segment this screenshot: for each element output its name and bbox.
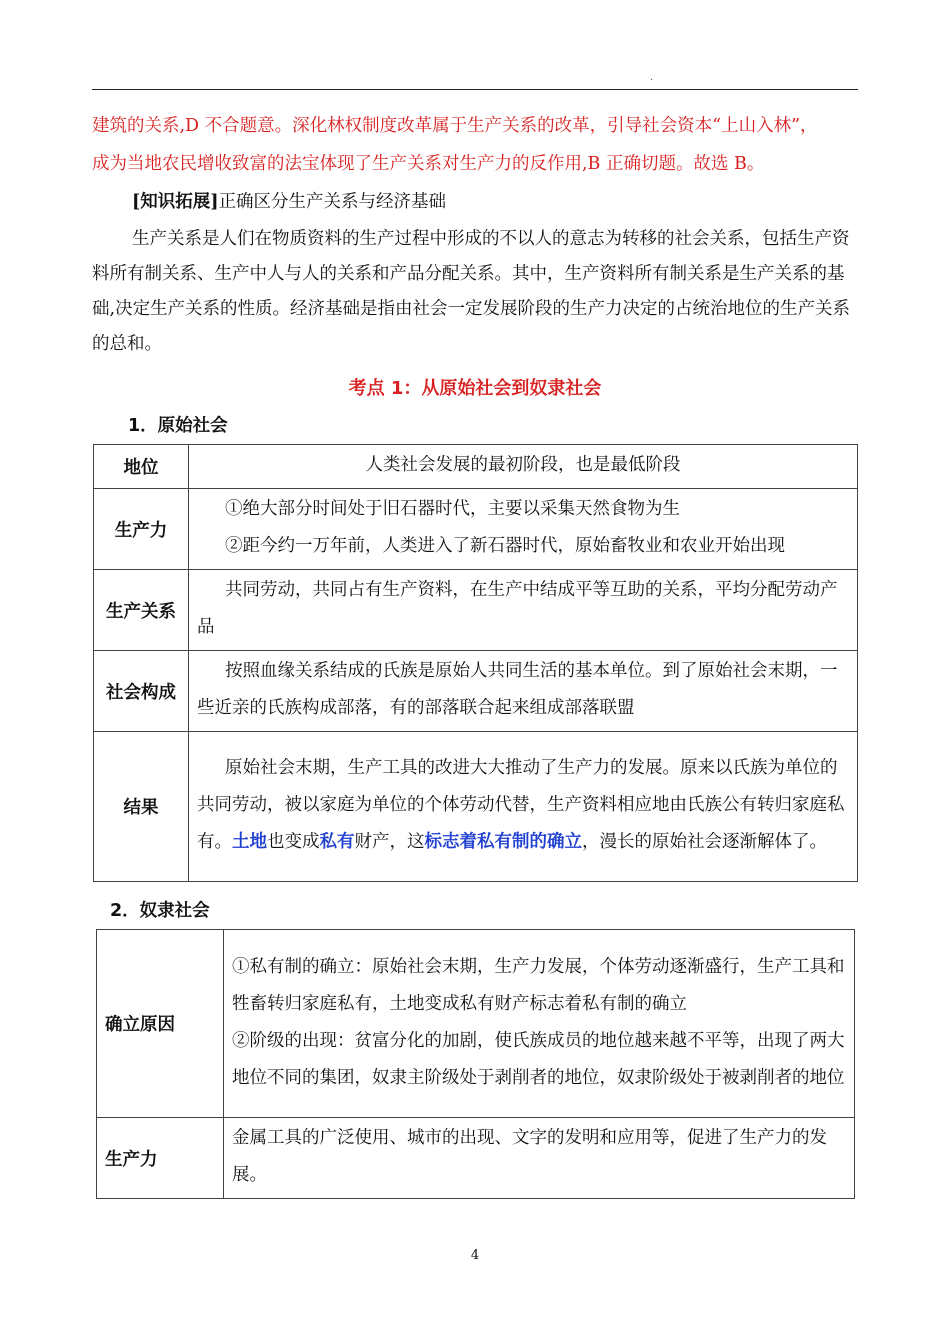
table-row	[94, 570, 858, 651]
knowledge-title-line	[92, 186, 860, 219]
section2-title: 2．奴隶社会	[110, 901, 210, 921]
primitive-society-table	[93, 444, 858, 882]
row-content: 金属工具的广泛使用、城市的出现、文字的发明和应用等，促进了生产力的发展。	[224, 1118, 855, 1199]
row-label: 生产力	[97, 1118, 224, 1199]
row-label: 确立原因	[97, 930, 224, 1118]
result-text: 原始社会末期，生产工具的改进大大推动了生产力的发展。原来以氏族为单位的共同劳动，被以家庭为单位的个体劳动代替，生产资料相应地由氏族公有转归家庭私有。	[197, 758, 845, 852]
knowledge-title: 正确区分生产关系与经济基础	[218, 192, 447, 212]
knowledge-body: 生产关系是人们在物质资料的生产过程中形成的不以人的意志为转移的社会关系，包括生产资料所有制关系、生产中人与人的关系和产品分配关系。其中，生产资料所有制关系是生产关系的基础,决定生产关系的性质。经济基础是指由社会一定发展阶段的生产力决定的占统治地位的生产关系的总和。	[92, 229, 851, 354]
table-row	[94, 651, 858, 732]
row-content	[189, 732, 858, 882]
header-mark: .	[650, 72, 654, 83]
slave-society-table	[96, 929, 855, 1199]
table-row	[97, 1118, 855, 1199]
result-text: 也变成	[267, 832, 320, 852]
highlight-land: 土地	[232, 832, 267, 852]
list-item: ①绝大部分时间处于旧石器时代，主要以采集天然食物为生	[225, 499, 680, 519]
intro-line-2: 成为当地农民增收致富的法宝体现了生产关系对生产力的反作用,B 正确切题。故选 B。	[92, 154, 765, 174]
row-label: 地位	[94, 445, 189, 489]
row-content: 按照血缘关系结成的氏族是原始人共同生活的基本单位。到了原始社会末期，一些近亲的氏族构成部落，有的部落联合起来组成部落联盟	[189, 651, 858, 732]
list-item: ①私有制的确立：原始社会末期，生产力发展，个体劳动逐渐盛行，生产工具和牲畜转归家庭私有，土地变成私有财产标志着私有制的确立	[232, 956, 845, 1014]
header-rule	[92, 89, 858, 90]
knowledge-tag: [知识拓展]	[132, 192, 219, 212]
list-item: ②距今约一万年前，人类进入了新石器时代，原始畜牧业和农业开始出现	[225, 536, 785, 556]
table-row	[97, 930, 855, 1118]
table-row	[94, 445, 858, 489]
row-content	[224, 930, 855, 1118]
table-row	[94, 732, 858, 882]
row-label: 生产力	[94, 489, 189, 570]
row-content: 人类社会发展的最初阶段，也是最低阶段	[189, 445, 858, 489]
row-label: 生产关系	[94, 570, 189, 651]
row-content: 共同劳动，共同占有生产资料，在生产中结成平等互助的关系，平均分配劳动产品	[189, 570, 858, 651]
highlight-private: 私有	[319, 832, 355, 852]
row-content	[189, 489, 858, 570]
list-item: ②阶级的出现：贫富分化的加剧，使氏族成员的地位越来越不平等，出现了两大地位不同的集团，奴隶主阶级处于剥削者的地位，奴隶阶级处于被剥削者的地位	[232, 1030, 845, 1088]
page-number: 4	[470, 1248, 480, 1263]
result-text: ，漫长的原始社会逐渐解体了。	[582, 832, 827, 852]
kaodian-heading: 考点 1：从原始社会到奴隶社会	[348, 378, 602, 399]
result-text: 财产，这	[354, 832, 425, 852]
row-label: 社会构成	[94, 651, 189, 732]
highlight-private-ownership: 标志着私有制的确立	[424, 832, 582, 852]
row-label: 结果	[94, 732, 189, 882]
intro-line-1: 建筑的关系,D 不合题意。深化林权制度改革属于生产关系的改革，引导社会资本“上山入林”，	[92, 116, 818, 136]
table-row	[94, 489, 858, 570]
section1-title: 1．原始社会	[128, 416, 228, 436]
